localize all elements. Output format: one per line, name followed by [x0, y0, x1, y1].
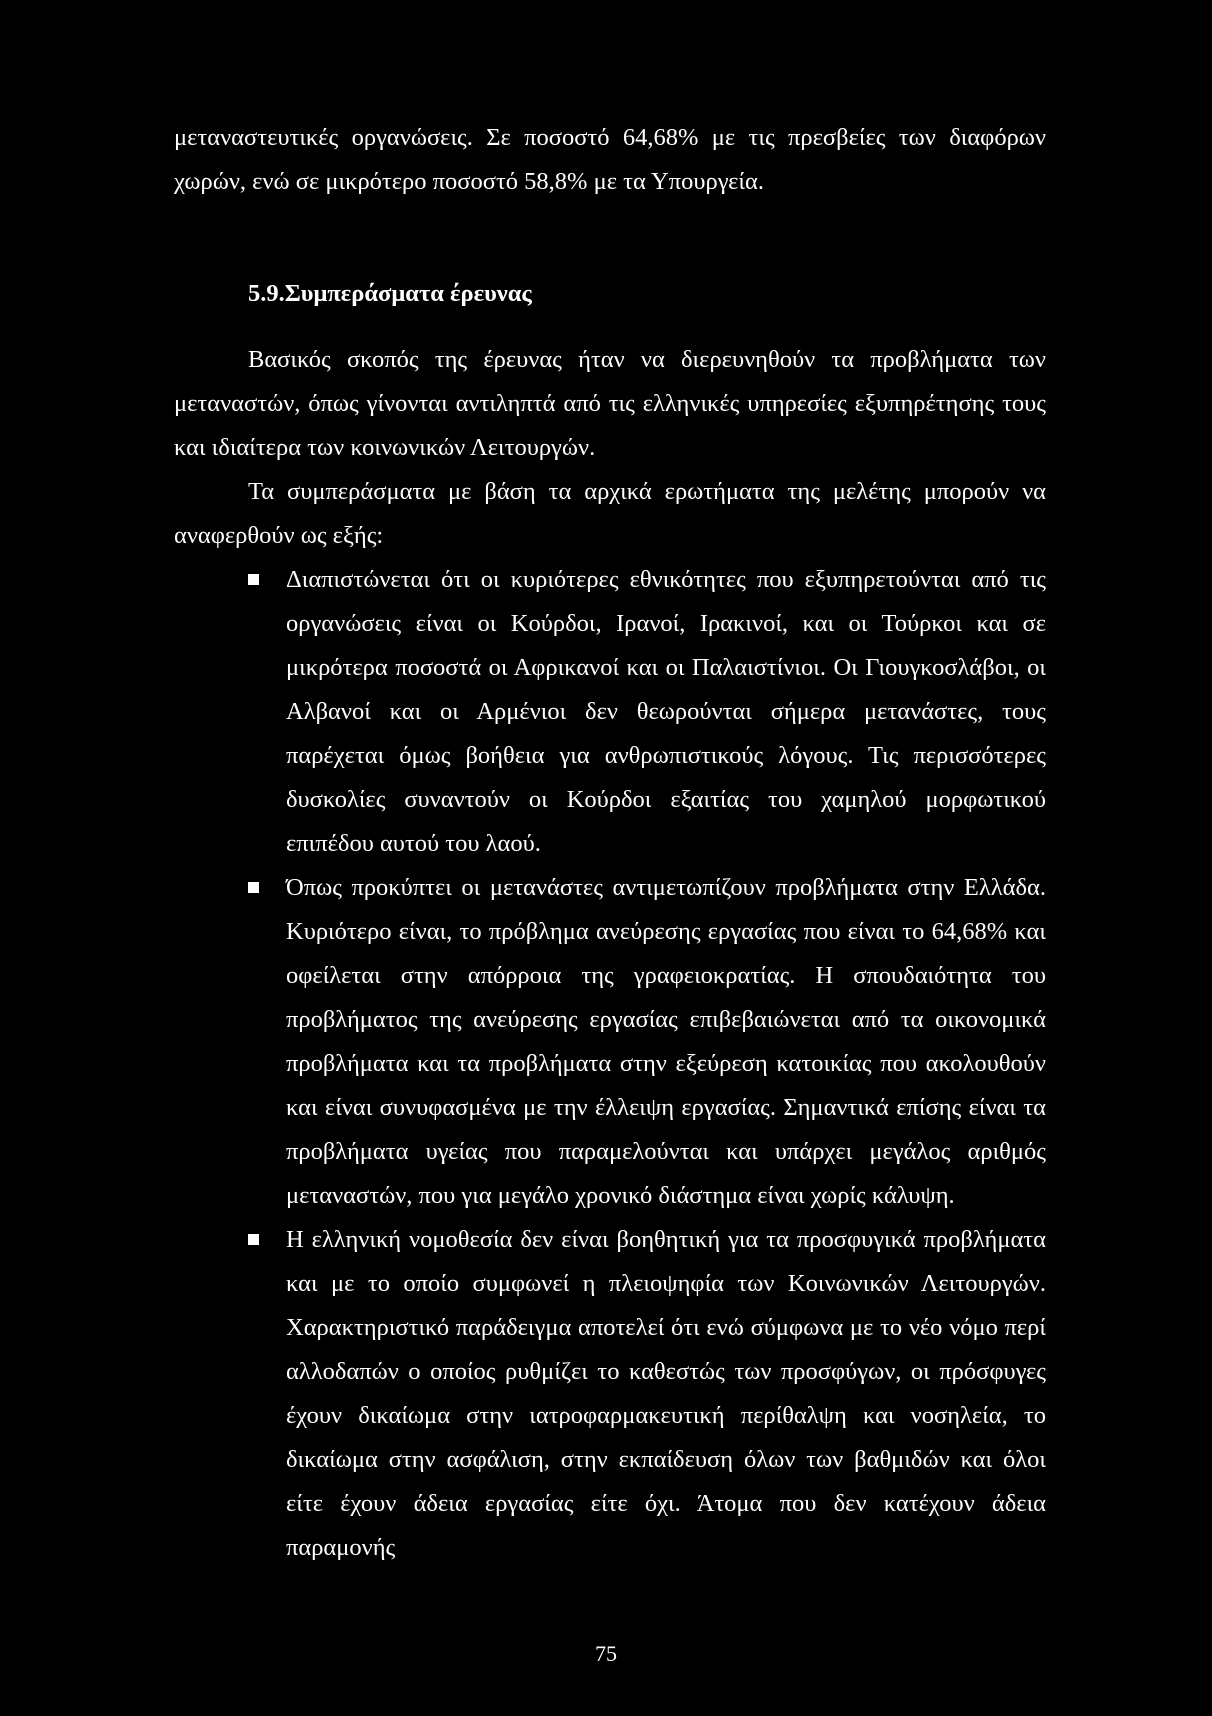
square-bullet-icon	[248, 882, 259, 893]
section-heading: 5.9.Συμπεράσματα έρευνας	[248, 280, 532, 307]
square-bullet-icon	[248, 1234, 259, 1245]
list-item-text: Διαπιστώνεται ότι οι κυριότερες εθνικότητες που εξυπηρετούνται από τις οργανώσεις είναι οι Κούρδοι, Ιρανοί, Ιρακινοί, και οι Τούρκοι και σε μικρότερα ποσοστά οι Αφρικανοί και οι Παλαιστίνιοι. Οι Γιουγκοσλάβοι, οι Αλβανοί και οι Αρμένιοι δεν θεωρούνται σήμερα μετανάστες, τους παρέχεται όμως βοήθεια για ανθρωπιστικούς λόγους. Τις περισσότερες δυσκολίες συναντούν οι Κούρδοι εξαιτίας του χαμηλού μορφωτικού επιπέδου αυτού του λαού.	[286, 566, 1046, 857]
list-item	[174, 1218, 1046, 1570]
body-paragraph: Βασικός σκοπός της έρευνας ήταν να διερευνηθούν τα προβλήματα των μεταναστών, όπως γίνονται αντιληπτά από τις ελληνικές υπηρεσίες εξυπηρέτησης τους και ιδιαίτερα των κοινωνικών Λειτουργών.	[174, 346, 1046, 461]
list-item	[174, 866, 1046, 1218]
body-paragraph: Τα συμπεράσματα με βάση τα αρχικά ερωτήματα της μελέτης μπορούν να αναφερθούν ως εξής:	[174, 478, 1046, 549]
square-bullet-icon	[248, 574, 259, 585]
list-item-text: Όπως προκύπτει οι μετανάστες αντιμετωπίζουν προβλήματα στην Ελλάδα. Κυριότερο είναι, το πρόβλημα ανεύρεσης εργασίας που είναι το 64,68% και οφείλεται στην απόρροια της γραφειοκρατίας. Η σπουδαιότητα του προβλήματος της ανεύρεσης εργασίας επιβεβαιώνεται από τα οικονομικά προβλήματα και τα προβλήματα στην εξεύρεση κατοικίας που ακολουθούν και είναι συνυφασμένα με την έλλειψη εργασίας. Σημαντικά επίσης είναι τα προβλήματα υγείας που παραμελούνται και υπάρχει μεγάλος αριθμός μεταναστών, που για μεγάλο χρονικό διάστημα είναι χωρίς κάλυψη.	[286, 874, 1046, 1209]
document-page	[174, 116, 1046, 1570]
conclusions-list	[174, 558, 1046, 1570]
list-item-text: Η ελληνική νομοθεσία δεν είναι βοηθητική για τα προσφυγικά προβλήματα και με το οποίο συμφωνεί η πλειοψηφία των Κοινωνικών Λειτουργών. Χαρακτηριστικό παράδειγμα αποτελεί ότι ενώ σύμφωνα με το νέο νόμο περί αλλοδαπών ο οποίος ρυθμίζει το καθεστώς των προσφύγων, οι πρόσφυγες έχουν δικαίωμα στην ιατροφαρμακευτική περίθαλψη και νοσηλεία, το δικαίωμα στην ασφάλιση, στην εκπαίδευση όλων των βαθμιδών και όλοι είτε έχουν άδεια εργασίας είτε όχι. Άτομα που δεν κατέχουν άδεια παραμονής	[286, 1226, 1046, 1561]
page-number: 75	[595, 1641, 617, 1666]
intro-paragraph: μεταναστευτικές οργανώσεις. Σε ποσοστό 64,68% με τις πρεσβείες των διαφόρων χωρών, ενώ σε μικρότερο ποσοστό 58,8% με τα Υπουργεία.	[174, 124, 1046, 195]
list-item	[174, 558, 1046, 866]
